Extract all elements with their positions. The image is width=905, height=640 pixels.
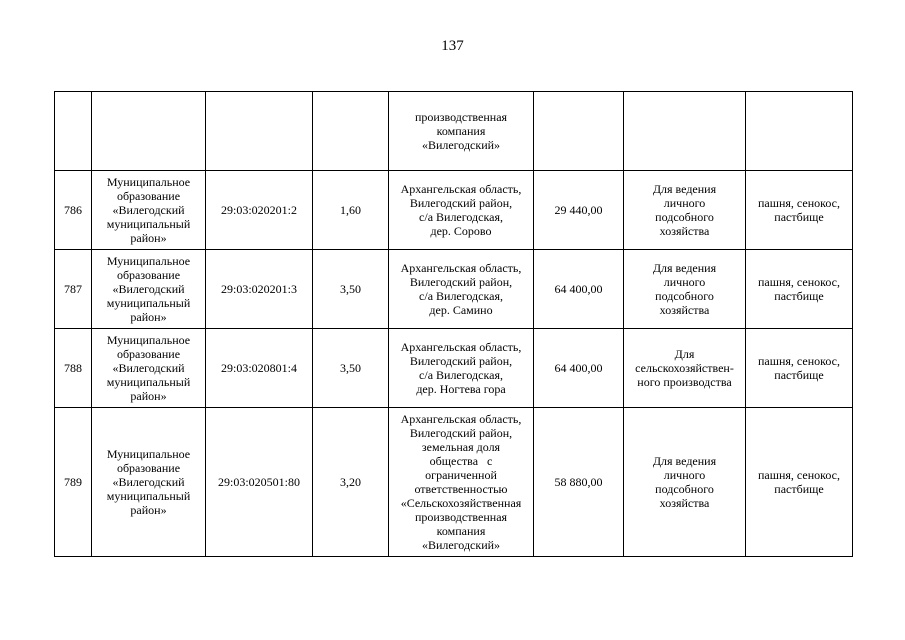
- owner-line: образование: [116, 461, 181, 475]
- address-line: компания: [436, 124, 486, 138]
- address-line: производственная: [414, 110, 508, 124]
- owner-line: район»: [130, 389, 167, 403]
- address-line: дер. Сорово: [430, 224, 492, 238]
- cell-purpose: [624, 329, 746, 408]
- cell-purpose: [624, 171, 746, 250]
- continuation-row: [55, 92, 853, 171]
- owner-line: Муниципальное: [106, 447, 191, 461]
- address-line: «Вилегодский»: [421, 538, 501, 552]
- cell-owner: [92, 92, 206, 171]
- table-row: [55, 408, 853, 557]
- land-plots-table: [54, 91, 853, 557]
- address-line: общества с: [429, 454, 493, 468]
- address-line: компания: [436, 524, 486, 538]
- address-line: «Вилегодский»: [421, 138, 501, 152]
- purpose-line: подсобного: [655, 210, 714, 224]
- address-line: ответственностью: [414, 482, 508, 496]
- cell-purpose: [624, 92, 746, 171]
- owner-line: муниципальный: [106, 217, 191, 231]
- cell-cadastral: 29:03:020201:2: [206, 171, 313, 250]
- cell-address: [389, 408, 534, 557]
- use-line: пашня, сенокос,: [758, 354, 840, 368]
- cell-value: 64 400,00: [534, 250, 624, 329]
- owner-line: муниципальный: [106, 375, 191, 389]
- owner-line: образование: [116, 268, 181, 282]
- table-row: [55, 250, 853, 329]
- owner-line: «Вилегодский: [112, 203, 185, 217]
- cell-cadastral: [206, 92, 313, 171]
- cell-purpose: [624, 250, 746, 329]
- cell-address: [389, 171, 534, 250]
- page-number: 137: [441, 38, 464, 54]
- address-line: Архангельская область,: [400, 182, 522, 196]
- address-line: Архангельская область,: [400, 412, 522, 426]
- cell-value: 64 400,00: [534, 329, 624, 408]
- owner-line: район»: [130, 503, 167, 517]
- cell-cadastral: 29:03:020201:3: [206, 250, 313, 329]
- cell-purpose: [624, 408, 746, 557]
- cell-owner: [92, 250, 206, 329]
- owner-line: Муниципальное: [106, 254, 191, 268]
- purpose-line: ного производства: [637, 375, 732, 389]
- owner-line: «Вилегодский: [112, 361, 185, 375]
- address-line: с/а Вилегодская,: [419, 210, 503, 224]
- table-row: [55, 329, 853, 408]
- owner-line: район»: [130, 231, 167, 245]
- table-row: [55, 171, 853, 250]
- cell-address: [389, 92, 534, 171]
- cell-address: [389, 250, 534, 329]
- address-line: земельная доля: [421, 440, 501, 454]
- address-line: Вилегодский район,: [409, 426, 513, 440]
- address-line: с/а Вилегодская,: [419, 289, 503, 303]
- cell-value: 29 440,00: [534, 171, 624, 250]
- owner-line: «Вилегодский: [112, 282, 185, 296]
- purpose-line: Для ведения: [652, 454, 717, 468]
- owner-line: Муниципальное: [106, 175, 191, 189]
- use-line: пастбище: [774, 368, 824, 382]
- cell-owner: [92, 171, 206, 250]
- cell-use: [746, 408, 853, 557]
- cell-use: [746, 171, 853, 250]
- cell-cadastral: 29:03:020801:4: [206, 329, 313, 408]
- purpose-line: Для ведения: [652, 182, 717, 196]
- use-line: пастбище: [774, 482, 824, 496]
- purpose-line: хозяйства: [659, 496, 710, 510]
- cell-owner: [92, 329, 206, 408]
- address-line: «Сельскохозяйственная: [400, 496, 522, 510]
- purpose-line: хозяйства: [659, 303, 710, 317]
- use-line: пашня, сенокос,: [758, 468, 840, 482]
- owner-line: образование: [116, 189, 181, 203]
- address-line: Вилегодский район,: [409, 275, 513, 289]
- cell-area: 3,50: [313, 250, 389, 329]
- owner-line: муниципальный: [106, 489, 191, 503]
- address-line: Вилегодский район,: [409, 354, 513, 368]
- cell-cadastral: 29:03:020501:80: [206, 408, 313, 557]
- owner-line: район»: [130, 310, 167, 324]
- purpose-line: подсобного: [655, 482, 714, 496]
- purpose-line: сельскохозяйствен-: [635, 361, 734, 375]
- owner-line: «Вилегодский: [112, 475, 185, 489]
- address-line: Архангельская область,: [400, 261, 522, 275]
- owner-line: Муниципальное: [106, 333, 191, 347]
- cell-use: [746, 92, 853, 171]
- purpose-line: хозяйства: [659, 224, 710, 238]
- cell-num: 788: [55, 329, 92, 408]
- cell-use: [746, 329, 853, 408]
- cell-owner: [92, 408, 206, 557]
- cell-value: [534, 92, 624, 171]
- cell-num: [55, 92, 92, 171]
- purpose-line: Для ведения: [652, 261, 717, 275]
- use-line: пастбище: [774, 289, 824, 303]
- use-line: пастбище: [774, 210, 824, 224]
- owner-line: образование: [116, 347, 181, 361]
- address-line: с/а Вилегодская,: [419, 368, 503, 382]
- purpose-line: личного: [663, 196, 706, 210]
- purpose-line: Для: [674, 347, 695, 361]
- owner-line: муниципальный: [106, 296, 191, 310]
- cell-area: [313, 92, 389, 171]
- address-line: дер. Ногтева гора: [416, 382, 506, 396]
- cell-area: 3,20: [313, 408, 389, 557]
- address-line: ограниченной: [425, 468, 497, 482]
- cell-num: 787: [55, 250, 92, 329]
- cell-use: [746, 250, 853, 329]
- address-line: дер. Самино: [429, 303, 493, 317]
- address-line: производственная: [414, 510, 508, 524]
- cell-num: 786: [55, 171, 92, 250]
- use-line: пашня, сенокос,: [758, 196, 840, 210]
- cell-num: 789: [55, 408, 92, 557]
- use-line: пашня, сенокос,: [758, 275, 840, 289]
- cell-value: 58 880,00: [534, 408, 624, 557]
- cell-area: 1,60: [313, 171, 389, 250]
- cell-address: [389, 329, 534, 408]
- purpose-line: подсобного: [655, 289, 714, 303]
- address-line: Архангельская область,: [400, 340, 522, 354]
- purpose-line: личного: [663, 275, 706, 289]
- address-line: Вилегодский район,: [409, 196, 513, 210]
- cell-area: 3,50: [313, 329, 389, 408]
- purpose-line: личного: [663, 468, 706, 482]
